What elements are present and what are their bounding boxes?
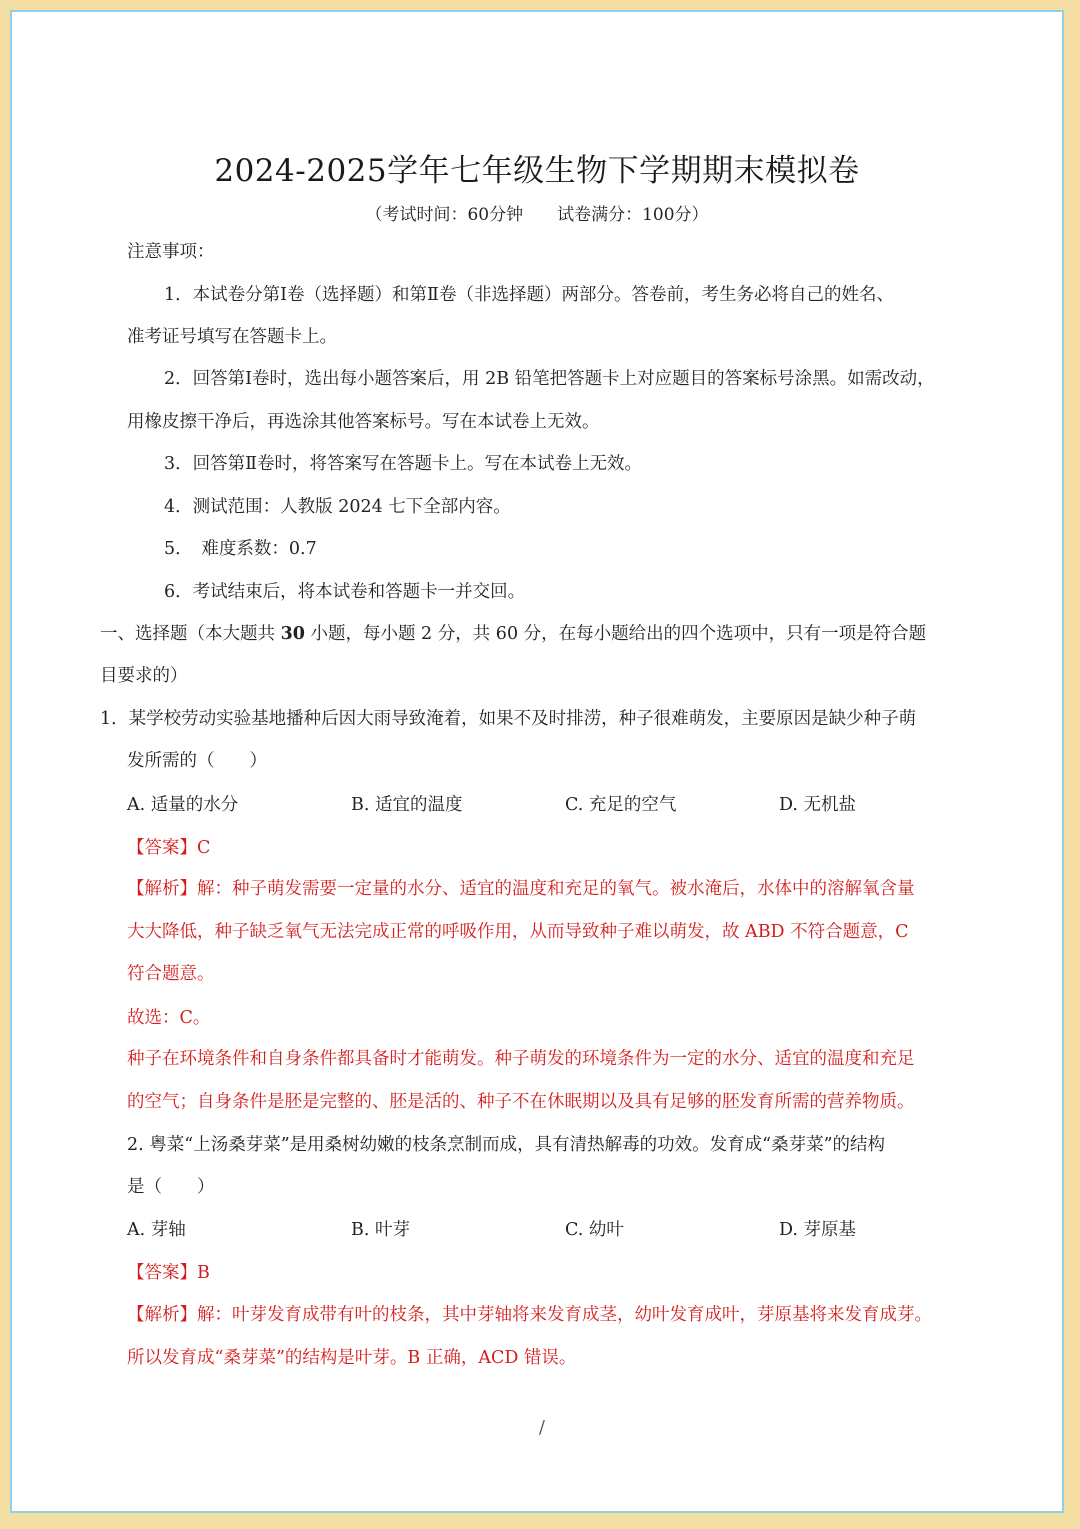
q1-analysis-line-1: 【解析】解：种子萌发需要一定量的水分、适宜的温度和充足的氧气。被水淹后，水体中的溶解氧含量: [127, 879, 915, 899]
exam-page: [10, 10, 1064, 1513]
exam-title: 2024-2025学年七年级生物下学期期末模拟卷: [214, 153, 860, 189]
section-heading-line-1: [100, 626, 926, 644]
q1-stem-line-1: 1．某学校劳动实验基地播种后因大雨导致淹着，如果不及时排涝，种子很难萌发，主要原因是缺少种子萌: [100, 709, 917, 729]
notice-heading: 注意事项：: [127, 242, 215, 262]
q2-option-a: A. 芽轴: [127, 1220, 186, 1240]
page-mark: /: [539, 1418, 545, 1438]
q1-note-line-2: 的空气；自身条件是胚是完整的、胚是活的、种子不在休眠期以及具有足够的胚发育所需的营养物质。: [127, 1092, 915, 1112]
section-heading-suffix: 小题，每小题 2 分，共 60 分，在每小题给出的四个选项中，只有一项是符合题: [304, 624, 927, 644]
section-heading-prefix: 一、选择题（本大题共: [100, 624, 281, 644]
notice-item-3: 3．回答第Ⅱ卷时，将答案写在答题卡上。写在本试卷上无效。: [164, 454, 643, 474]
q2-analysis-line-1: 【解析】解：叶芽发育成带有叶的枝条，其中芽轴将来发育成茎，幼叶发育成叶，芽原基将来发育成芽。: [127, 1305, 932, 1325]
q1-option-b: B. 适宜的温度: [351, 795, 463, 815]
q1-option-a: A. 适量的水分: [127, 795, 239, 815]
q1-note-line-1: 种子在环境条件和自身条件都具备时才能萌发。种子萌发的环境条件为一定的水分、适宜的温度和充足: [127, 1049, 915, 1069]
notice-item-4: 4．测试范围：人教版 2024 七下全部内容。: [164, 497, 511, 517]
q1-choose: 故选：C。: [127, 1008, 211, 1028]
q1-option-c: C. 充足的空气: [565, 795, 677, 815]
notice-item-6: 6．考试结束后，将本试卷和答题卡一并交回。: [164, 582, 526, 602]
notice-item-1-line-2: 准考证号填写在答题卡上。: [127, 327, 337, 347]
q1-answer: 【答案】C: [127, 838, 211, 858]
q2-option-c: C. 幼叶: [565, 1220, 624, 1240]
q1-analysis-line-3: 符合题意。: [127, 964, 215, 984]
q1-stem-line-2: 发所需的（ ）: [127, 751, 267, 771]
notice-item-5: 5． 难度系数：0.7: [164, 539, 317, 559]
q2-stem-line-1: 2. 粤菜“上汤桑芽菜”是用桑树幼嫩的枝条烹制而成，具有清热解毒的功效。发育成“桑芽菜”的结构: [127, 1135, 886, 1155]
notice-item-1-line-1: 1．本试卷分第Ⅰ卷（选择题）和第Ⅱ卷（非选择题）两部分。答卷前，考生务必将自己的姓名、: [164, 285, 894, 305]
notice-item-2-line-2: 用橡皮擦干净后，再选涂其他答案标号。写在本试卷上无效。: [127, 412, 600, 432]
q2-stem-line-2: 是（ ）: [127, 1177, 215, 1197]
q2-answer: 【答案】B: [127, 1263, 210, 1283]
section-question-count: 30: [280, 624, 305, 644]
notice-item-2-line-1: 2．回答第Ⅰ卷时，选出每小题答案后，用 2B 铅笔把答题卡上对应题目的答案标号涂黑。如需改动，: [164, 369, 935, 389]
q2-option-d: D. 芽原基: [779, 1220, 857, 1240]
q1-option-d: D. 无机盐: [779, 795, 857, 815]
q1-analysis-line-2: 大大降低，种子缺乏氧气无法完成正常的呼吸作用，从而导致种子难以萌发，故 ABD 不符合题意，C: [127, 922, 909, 942]
q2-analysis-line-2: 所以发育成“桑芽菜”的结构是叶芽。B 正确，ACD 错误。: [127, 1348, 577, 1368]
q2-option-b: B. 叶芽: [351, 1220, 410, 1240]
section-heading-line-2: 目要求的）: [100, 666, 188, 686]
exam-subtitle: （考试时间：60分钟 试卷满分：100分）: [365, 205, 709, 225]
